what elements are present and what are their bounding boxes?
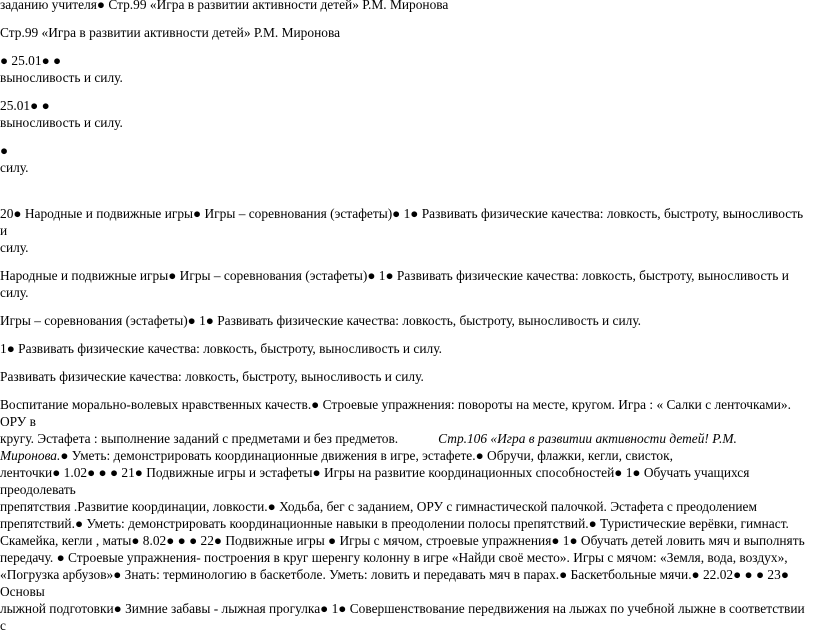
paragraph-3-line-1: ● 25.01● ● bbox=[0, 53, 62, 68]
block-line-5: препятствия .Развитие координации, ловкости.● Ходьба, бег с заданием, ОРУ с гимнастической палочкой. Эстафета с преодолением bbox=[0, 499, 757, 514]
paragraph-3 bbox=[0, 52, 812, 86]
paragraph-3-line-2: выносливость и силу. bbox=[0, 70, 123, 85]
paragraph-1: заданию учителя● Стр.99 «Игра в развитии активности детей» Р.М. Миронова bbox=[0, 0, 449, 12]
paragraph-2: Стр.99 «Игра в развитии активности детей» Р.М. Миронова bbox=[0, 25, 341, 40]
block-line-3-text: ● Уметь: демонстрировать координационные движения в игре, эстафете.● Обручи, флажки, кегли, свисток, bbox=[60, 448, 673, 463]
book-reference: Стр.106 «Игра в развитии активности детей! Р.М. bbox=[438, 431, 737, 446]
paragraph-4-line-1: 25.01● ● bbox=[0, 98, 50, 113]
paragraph-5-line-2: силу. bbox=[0, 160, 29, 175]
paragraph-6-line-2: силу. bbox=[0, 240, 29, 255]
block-line-2-text: кругу. Эстафета : выполнение заданий с предметами и без предметов. bbox=[0, 431, 399, 446]
paragraph-8: Игры – соревнования (эстафеты)● 1● Развивать физические качества: ловкость, быстроту, выносливость и силу. bbox=[0, 313, 642, 328]
lesson-plan-block bbox=[0, 396, 812, 634]
block-line-6: препятствий.● Уметь: демонстрировать координационные навыки в преодолении полосы препятствий.● Туристические верёвки, гимнаст. bbox=[0, 516, 789, 531]
block-line-8: передачу. ● Строевые упражнения- построения в круг шеренгу колонну в игре «Найди своё место». Игры с мячом: «Земля, вода, воздух», bbox=[0, 550, 788, 565]
block-line-3 bbox=[0, 447, 812, 464]
paragraph-4 bbox=[0, 97, 812, 131]
paragraph-9: 1● Развивать физические качества: ловкость, быстроту, выносливость и силу. bbox=[0, 341, 442, 356]
paragraph-6-line-1: 20● Народные и подвижные игры● Игры – соревнования (эстафеты)● 1● Развивать физические качества: ловкость, быстроту, выносливость и bbox=[0, 206, 804, 238]
block-line-2 bbox=[0, 430, 812, 447]
paragraph-7: Народные и подвижные игры● Игры – соревнования (эстафеты)● 1● Развивать физические качества: ловкость, быстроту, выносливость и силу. bbox=[0, 268, 789, 300]
block-line-9: «Погрузка арбузов»● Знать: терминологию в баскетболе. Уметь: ловить и передавать мяч в парах.● Баскетбольные мячи.● 22.02● ● ● 23● Основы bbox=[0, 567, 789, 599]
block-line-7: Скамейка, кегли , маты● 8.02● ● ● 22● Подвижные игры ● Игры с мячом, строевые упражнения● 1● Обучать детей ловить мяч и выполнять bbox=[0, 533, 805, 548]
paragraph-5-line-1: ● bbox=[0, 143, 9, 158]
author-name: Миронова. bbox=[0, 448, 61, 463]
paragraph-5 bbox=[0, 142, 812, 176]
block-line-1: Воспитание морально-волевых нравственных качеств.● Строевые упражнения: повороты на месте, кругом. Игра : « Салки с ленточками». ОРУ в bbox=[0, 397, 791, 429]
paragraph-10: Развивать физические качества: ловкость, быстроту, выносливость и силу. bbox=[0, 369, 424, 384]
paragraph-6 bbox=[0, 205, 812, 256]
paragraph-4-line-2: выносливость и силу. bbox=[0, 115, 123, 130]
block-line-10: лыжной подготовки● Зимние забавы - лыжная прогулка● 1● Совершенствование передвижения на лыжах по учебной лыжне в соответствии с bbox=[0, 601, 805, 633]
block-line-4: ленточки● 1.02● ● ● 21● Подвижные игры и эстафеты● Игры на развитие координационных способностей● 1● Обучать учащихся преодолевать bbox=[0, 465, 750, 497]
